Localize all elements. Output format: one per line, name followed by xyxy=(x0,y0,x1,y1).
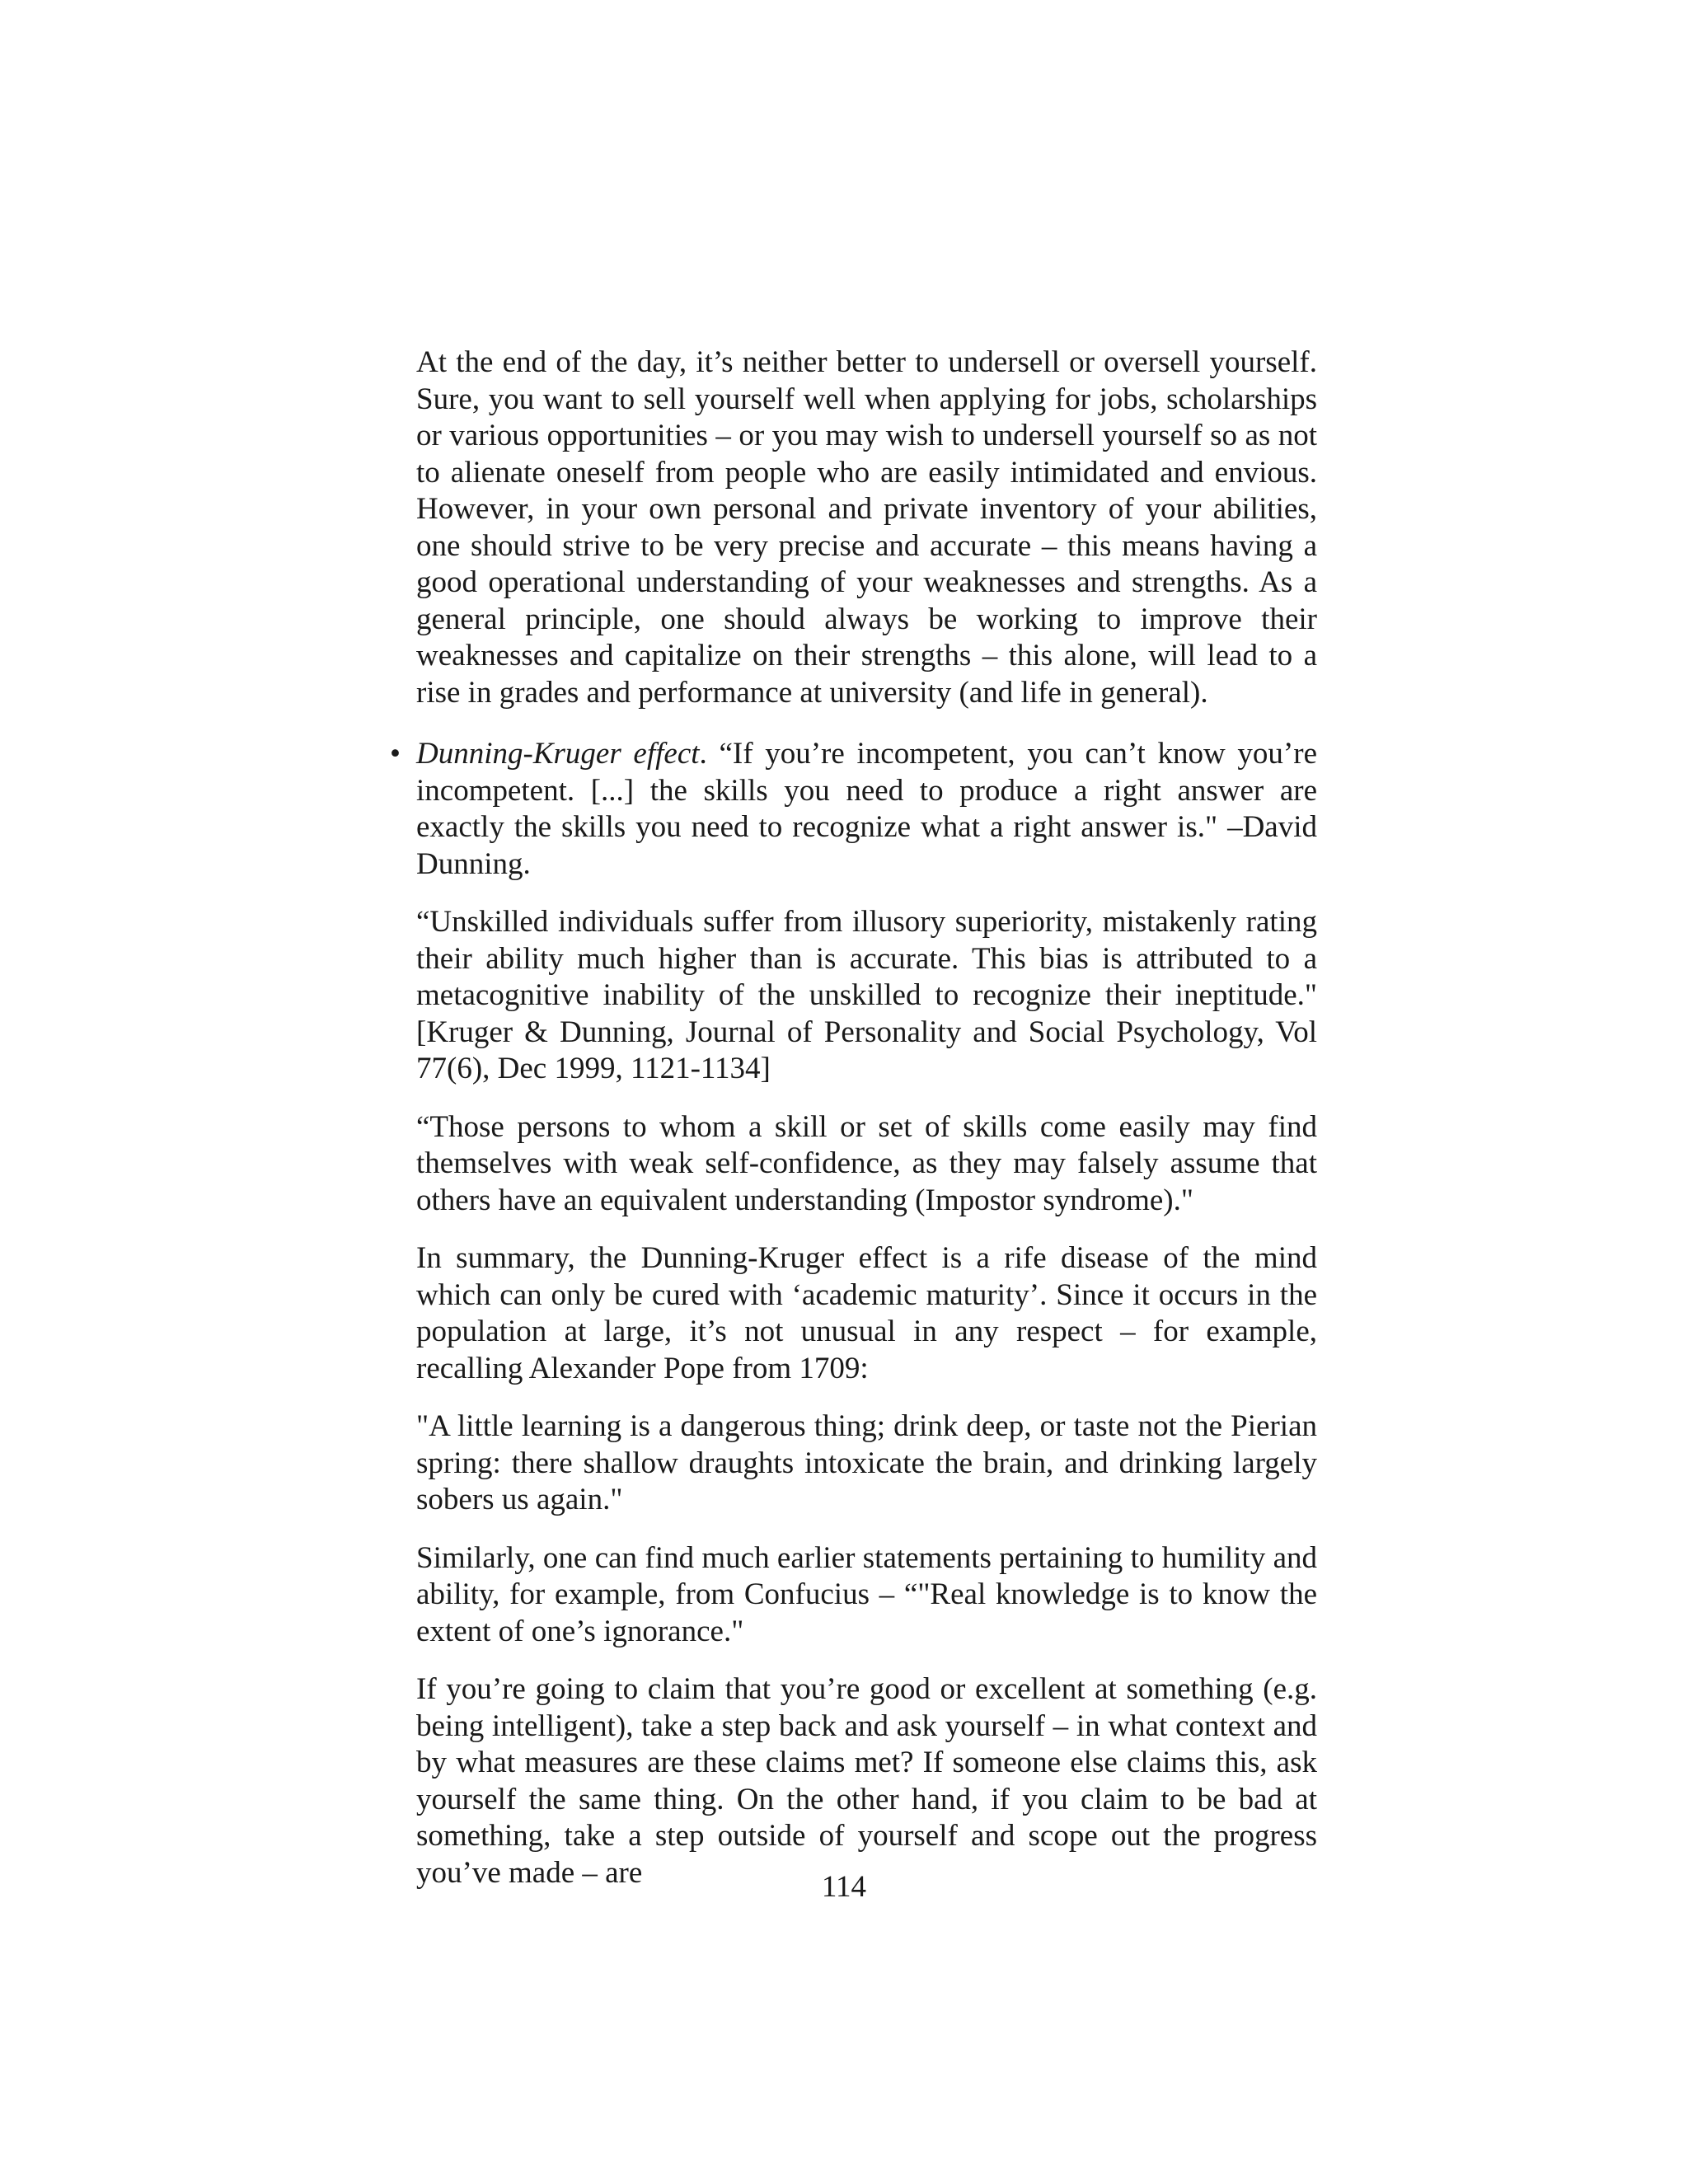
impostor-paragraph: “Those persons to whom a skill or set of skills come easily may find themselves with weak self-confidence, as they may falsely assume that others have an equivalent understanding (Impostor syndrome)." xyxy=(416,1109,1317,1217)
intro-paragraph: At the end of the day, it’s neither better to undersell or oversell yourself. Sure, you want to sell yourself well when applying for jobs, scholarships or various opportunities – or you may wish to undersell yourself so as not to alienate oneself from people who are easily intimidated and envious. However, in your own personal and private inventory of your abilities, one should strive to be very precise and accurate – this means having a good operational understanding of your weaknesses and strengths. As a general principle, one should always be working to improve their weaknesses and capitalize on their strengths – this alone, will lead to a rise in grades and performance at university (and life in general). xyxy=(416,345,1317,710)
bullet-icon: • xyxy=(390,737,401,771)
list-item-dunning-kruger xyxy=(390,736,1317,1891)
bullet-first-paragraph xyxy=(416,736,1317,883)
unskilled-paragraph: “Unskilled individuals suffer from illusory superiority, mistakenly rating their ability much higher than is accurate. This bias is attributed to a metacognitive inability of the unskilled to recognize their ineptitude."[Kruger & Dunning, Journal of Personality and Social Psychology, Vol 77(6), Dec 1999, 1121-1134] xyxy=(416,905,1317,1085)
main-text-column xyxy=(390,344,1317,1913)
dunning-quote: “If you’re incompetent, you can’t know you’re incompetent. [...] the skills you need to produce a right answer are exactly the skills you need to recognize what a right answer is." –David Dunning. xyxy=(416,737,1317,881)
term-suffix: . xyxy=(699,737,707,771)
pope-quote-paragraph: "A little learning is a dangerous thing; drink deep, or taste not the Pierian spring: there shallow draughts intoxicate the brain, and drinking largely sobers us again." xyxy=(416,1409,1317,1516)
claim-paragraph: If you’re going to claim that you’re good or excellent at something (e.g. being intelligent), take a step back and ask yourself – in what context and by what measures are these claims met? If someone else claims this, ask yourself the same thing. On the other hand, if you claim to be bad at something, take a step outside of yourself and scope out the progress you’ve made – are xyxy=(416,1672,1317,1890)
page-number: 114 xyxy=(821,1870,867,1904)
summary-paragraph: In summary, the Dunning-Kruger effect is a rife disease of the mind which can only be cured with ‘academic maturity’. Since it occurs in the population at large, it’s not unusual in any respect – for example, recalling Alexander Pope from 1709: xyxy=(416,1241,1317,1385)
confucius-paragraph: Similarly, one can find much earlier statements pertaining to humility and ability, for example, from Confucius – “"Real knowledge is to know the extent of one’s ignorance." xyxy=(416,1540,1317,1648)
term-dunning-kruger: Dunning-Kruger effect xyxy=(416,737,700,771)
